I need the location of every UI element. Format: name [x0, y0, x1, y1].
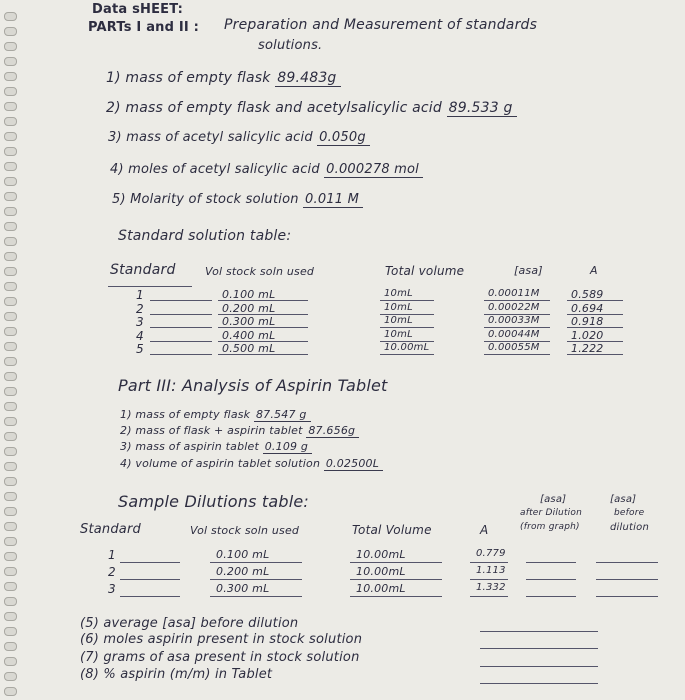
- spiral-hole: [4, 267, 17, 276]
- p1-item-4-value: 0.000278 mol: [324, 162, 423, 178]
- spiral-hole: [4, 447, 17, 456]
- std-row-5-vol-rule: [218, 354, 308, 355]
- std-row-3-total: 10mL: [384, 315, 413, 326]
- std-col-total: Total volume: [385, 264, 465, 278]
- std-row-4-total: 10mL: [384, 328, 413, 340]
- dil-col-standard: Standard: [80, 522, 141, 537]
- p1-item-1: [106, 70, 341, 87]
- dil-col-vol: Vol stock soln used: [190, 524, 300, 537]
- p1-item-5: [112, 192, 363, 208]
- final-item-5: (5) average [asa] before dilution: [80, 616, 299, 631]
- spiral-hole: [4, 297, 17, 306]
- std-row-5-a: 1.222: [571, 342, 604, 355]
- spiral-hole: [4, 162, 17, 171]
- p1-item-2-value: 89.533 g: [447, 100, 517, 117]
- std-row-5-n: 5: [136, 342, 144, 356]
- std-row-5-a-rule: [567, 354, 623, 355]
- dil-col-after-mid: after Dilution: [520, 508, 582, 518]
- spiral-hole: [4, 432, 17, 441]
- dil-row-1-vol-rule: [210, 562, 302, 563]
- dil-row-3-total-rule: [350, 596, 442, 597]
- dil-row-2-vol: 0.200 mL: [216, 565, 270, 578]
- std-row-5-conc-rule: [484, 354, 550, 355]
- std-row-2-total: 10mL: [384, 301, 413, 313]
- spiral-hole: [4, 552, 17, 561]
- dil-row-3-vol: 0.300 mL: [216, 582, 270, 595]
- std-col-conc: [asa]: [514, 264, 543, 277]
- std-row-3-conc: 0.00033M: [488, 315, 540, 326]
- std-row-2-a: 0.694: [571, 301, 604, 315]
- std-row-3-rule: [150, 327, 212, 328]
- dil-row-1-n: 1: [108, 548, 116, 562]
- std-row-3-a: 0.918: [571, 315, 604, 328]
- p3-item-3-label: 3) mass of aspirin tablet: [120, 440, 260, 453]
- spiral-hole: [4, 477, 17, 486]
- spiral-hole: [4, 342, 17, 351]
- p1-item-4: [110, 162, 423, 178]
- p1-item-3-value: 0.050g: [317, 130, 370, 146]
- spiral-hole: [4, 372, 17, 381]
- dil-row-3-n: 3: [108, 582, 116, 596]
- spiral-hole: [4, 687, 17, 696]
- std-row-4-n: 4: [136, 328, 144, 343]
- spiral-hole: [4, 222, 17, 231]
- dil-row-3-blank-0: [120, 596, 180, 597]
- std-row-5-conc: 0.00055M: [488, 342, 540, 353]
- std-row-3-n: 3: [136, 315, 144, 329]
- spiral-hole: [4, 672, 17, 681]
- spiral-hole: [4, 207, 17, 216]
- spiral-hole: [4, 27, 17, 36]
- std-col-standard: Standard: [110, 262, 176, 278]
- final-item-5-blank: [480, 631, 598, 632]
- std-row-5-total-rule: [380, 354, 434, 355]
- dil-row-2-a: 1.113: [476, 565, 506, 576]
- final-item-8: (8) % aspirin (m/m) in Tablet: [80, 667, 273, 682]
- spiral-hole: [4, 237, 17, 246]
- dil-row-1-blank-0: [120, 562, 180, 563]
- dil-col-before-bot: dilution: [610, 522, 649, 533]
- final-item-6: (6) moles aspirin present in stock solution: [80, 632, 363, 647]
- parts-label: PARTs I and II :: [88, 20, 200, 35]
- spiral-hole: [4, 582, 17, 591]
- dil-row-2-total-rule: [350, 579, 442, 580]
- spiral-hole: [4, 252, 17, 261]
- dil-row-1-total: 10.00mL: [356, 548, 406, 561]
- final-item-8-blank: [480, 683, 598, 684]
- dil-row-3-vol-rule: [210, 596, 302, 597]
- p3-item-1-value: 87.547 g: [254, 408, 311, 422]
- dil-row-2-blank-2: [596, 579, 658, 580]
- spiral-hole: [4, 72, 17, 81]
- dil-row-3-a-rule: [470, 596, 508, 597]
- std-col-vol: Vol stock soln used: [205, 265, 315, 278]
- final-item-7-blank: [480, 666, 598, 667]
- dil-row-3-blank-2: [596, 596, 658, 597]
- dil-row-3-blank-1: [526, 596, 576, 597]
- p3-item-3: [120, 440, 312, 454]
- subtitle-line2: solutions.: [258, 38, 323, 53]
- p1-item-4-label: 4) moles of acetyl salicylic acid: [110, 162, 320, 177]
- p1-item-5-value: 0.011 M: [303, 192, 363, 208]
- spiral-hole: [4, 42, 17, 51]
- std-row-4-conc: 0.00044M: [488, 328, 540, 340]
- spiral-hole: [4, 192, 17, 201]
- p3-item-1-label: 1) mass of empty flask: [120, 408, 251, 421]
- spiral-hole: [4, 327, 17, 336]
- dil-row-2-a-rule: [470, 579, 508, 580]
- std-row-2-vol: 0.200 mL: [222, 301, 276, 315]
- spiral-hole: [4, 402, 17, 411]
- spiral-hole: [4, 642, 17, 651]
- std-row-1-a: 0.589: [571, 288, 604, 301]
- std-row-5-rule: [150, 354, 212, 355]
- spiral-hole: [4, 87, 17, 96]
- spiral-hole: [4, 177, 17, 186]
- dil-row-1-blank-2: [596, 562, 658, 563]
- spiral-hole: [4, 507, 17, 516]
- p3-item-1: [120, 408, 311, 422]
- p3-item-2-label: 2) mass of flask + aspirin tablet: [120, 424, 303, 437]
- final-item-6-blank: [480, 648, 598, 649]
- dil-col-total: Total Volume: [352, 523, 432, 537]
- spiral-hole: [4, 147, 17, 156]
- dil-col-before-top: [asa]: [610, 494, 637, 505]
- p1-item-2: [106, 100, 517, 117]
- dil-row-2-blank-1: [526, 579, 576, 580]
- spiral-hole: [4, 387, 17, 396]
- spiral-hole: [4, 12, 17, 21]
- spiral-hole: [4, 282, 17, 291]
- dil-row-2-total: 10.00mL: [356, 565, 406, 578]
- spiral-hole: [4, 492, 17, 501]
- p1-item-3: [108, 130, 370, 146]
- dil-col-after-top: [asa]: [540, 494, 567, 505]
- dil-row-2-vol-rule: [210, 579, 302, 580]
- spiral-hole: [4, 612, 17, 621]
- dil-row-2-n: 2: [108, 565, 116, 579]
- spiral-hole: [4, 102, 17, 111]
- dil-row-1-a: 0.779: [476, 548, 506, 559]
- std-row-4-a: 1.020: [571, 328, 604, 342]
- std-col-a: A: [590, 264, 598, 277]
- dil-row-2-blank-0: [120, 579, 180, 580]
- p3-item-4-value: 0.02500L: [324, 457, 383, 471]
- std-row-1-total: 10mL: [384, 288, 413, 299]
- std-row-4-rule: [150, 341, 212, 342]
- std-row-5-vol: 0.500 mL: [222, 342, 276, 355]
- std-row-5-total: 10.00mL: [384, 342, 430, 353]
- dil-col-before-mid: before: [614, 508, 645, 518]
- p1-item-3-label: 3) mass of acetyl salicylic acid: [108, 130, 313, 145]
- p3-item-4-label: 4) volume of aspirin tablet solution: [120, 457, 321, 470]
- std-row-3-vol: 0.300 mL: [222, 315, 276, 328]
- std-row-1-conc: 0.00011M: [488, 288, 540, 299]
- std-header-rule: [108, 286, 192, 287]
- spiral-hole: [4, 522, 17, 531]
- dilutions-table-title: Sample Dilutions table:: [118, 492, 310, 511]
- p3-item-4: [120, 457, 383, 471]
- spiral-hole: [4, 57, 17, 66]
- p1-item-5-label: 5) Molarity of stock solution: [112, 192, 299, 207]
- p3-item-3-value: 0.109 g: [263, 440, 312, 454]
- spiral-hole: [4, 312, 17, 321]
- spiral-hole: [4, 417, 17, 426]
- spiral-hole: [4, 132, 17, 141]
- spiral-hole: [4, 357, 17, 366]
- std-row-2-n: 2: [136, 301, 144, 316]
- dil-row-3-a: 1.332: [476, 582, 506, 593]
- dil-row-1-a-rule: [470, 562, 508, 563]
- dil-row-1-vol: 0.100 mL: [216, 548, 270, 561]
- dil-row-1-blank-1: [526, 562, 576, 563]
- std-row-1-vol: 0.100 mL: [222, 288, 276, 301]
- spiral-hole: [4, 597, 17, 606]
- dil-row-3-total: 10.00mL: [356, 582, 406, 595]
- spiral-hole: [4, 627, 17, 636]
- dil-col-after-bot: (from graph): [520, 522, 580, 532]
- std-row-2-conc: 0.00022M: [488, 301, 540, 313]
- p3-item-2-value: 87.656g: [306, 424, 359, 438]
- dil-col-a: A: [480, 523, 489, 537]
- std-row-4-vol: 0.400 mL: [222, 328, 276, 342]
- p1-item-1-value: 89.483g: [275, 70, 340, 87]
- p1-item-1-label: 1) mass of empty flask: [106, 70, 271, 86]
- sheet-title: Data sHEET:: [92, 2, 184, 17]
- spiral-hole: [4, 537, 17, 546]
- dil-row-1-total-rule: [350, 562, 442, 563]
- spiral-hole: [4, 567, 17, 576]
- std-row-1-rule: [150, 300, 212, 301]
- spiral-hole: [4, 657, 17, 666]
- p3-item-2: [120, 424, 359, 438]
- p1-item-2-label: 2) mass of empty flask and acetylsalicylic acid: [106, 100, 442, 116]
- spiral-binding: [0, 0, 22, 700]
- part3-title: Part III: Analysis of Aspirin Tablet: [118, 376, 388, 395]
- standard-table-title: Standard solution table:: [118, 228, 292, 244]
- final-item-7: (7) grams of asa present in stock solution: [80, 650, 360, 665]
- std-row-1-n: 1: [136, 288, 144, 302]
- std-row-2-rule: [150, 314, 212, 315]
- spiral-hole: [4, 462, 17, 471]
- spiral-hole: [4, 117, 17, 126]
- subtitle-line1: Preparation and Measurement of standards: [224, 17, 538, 33]
